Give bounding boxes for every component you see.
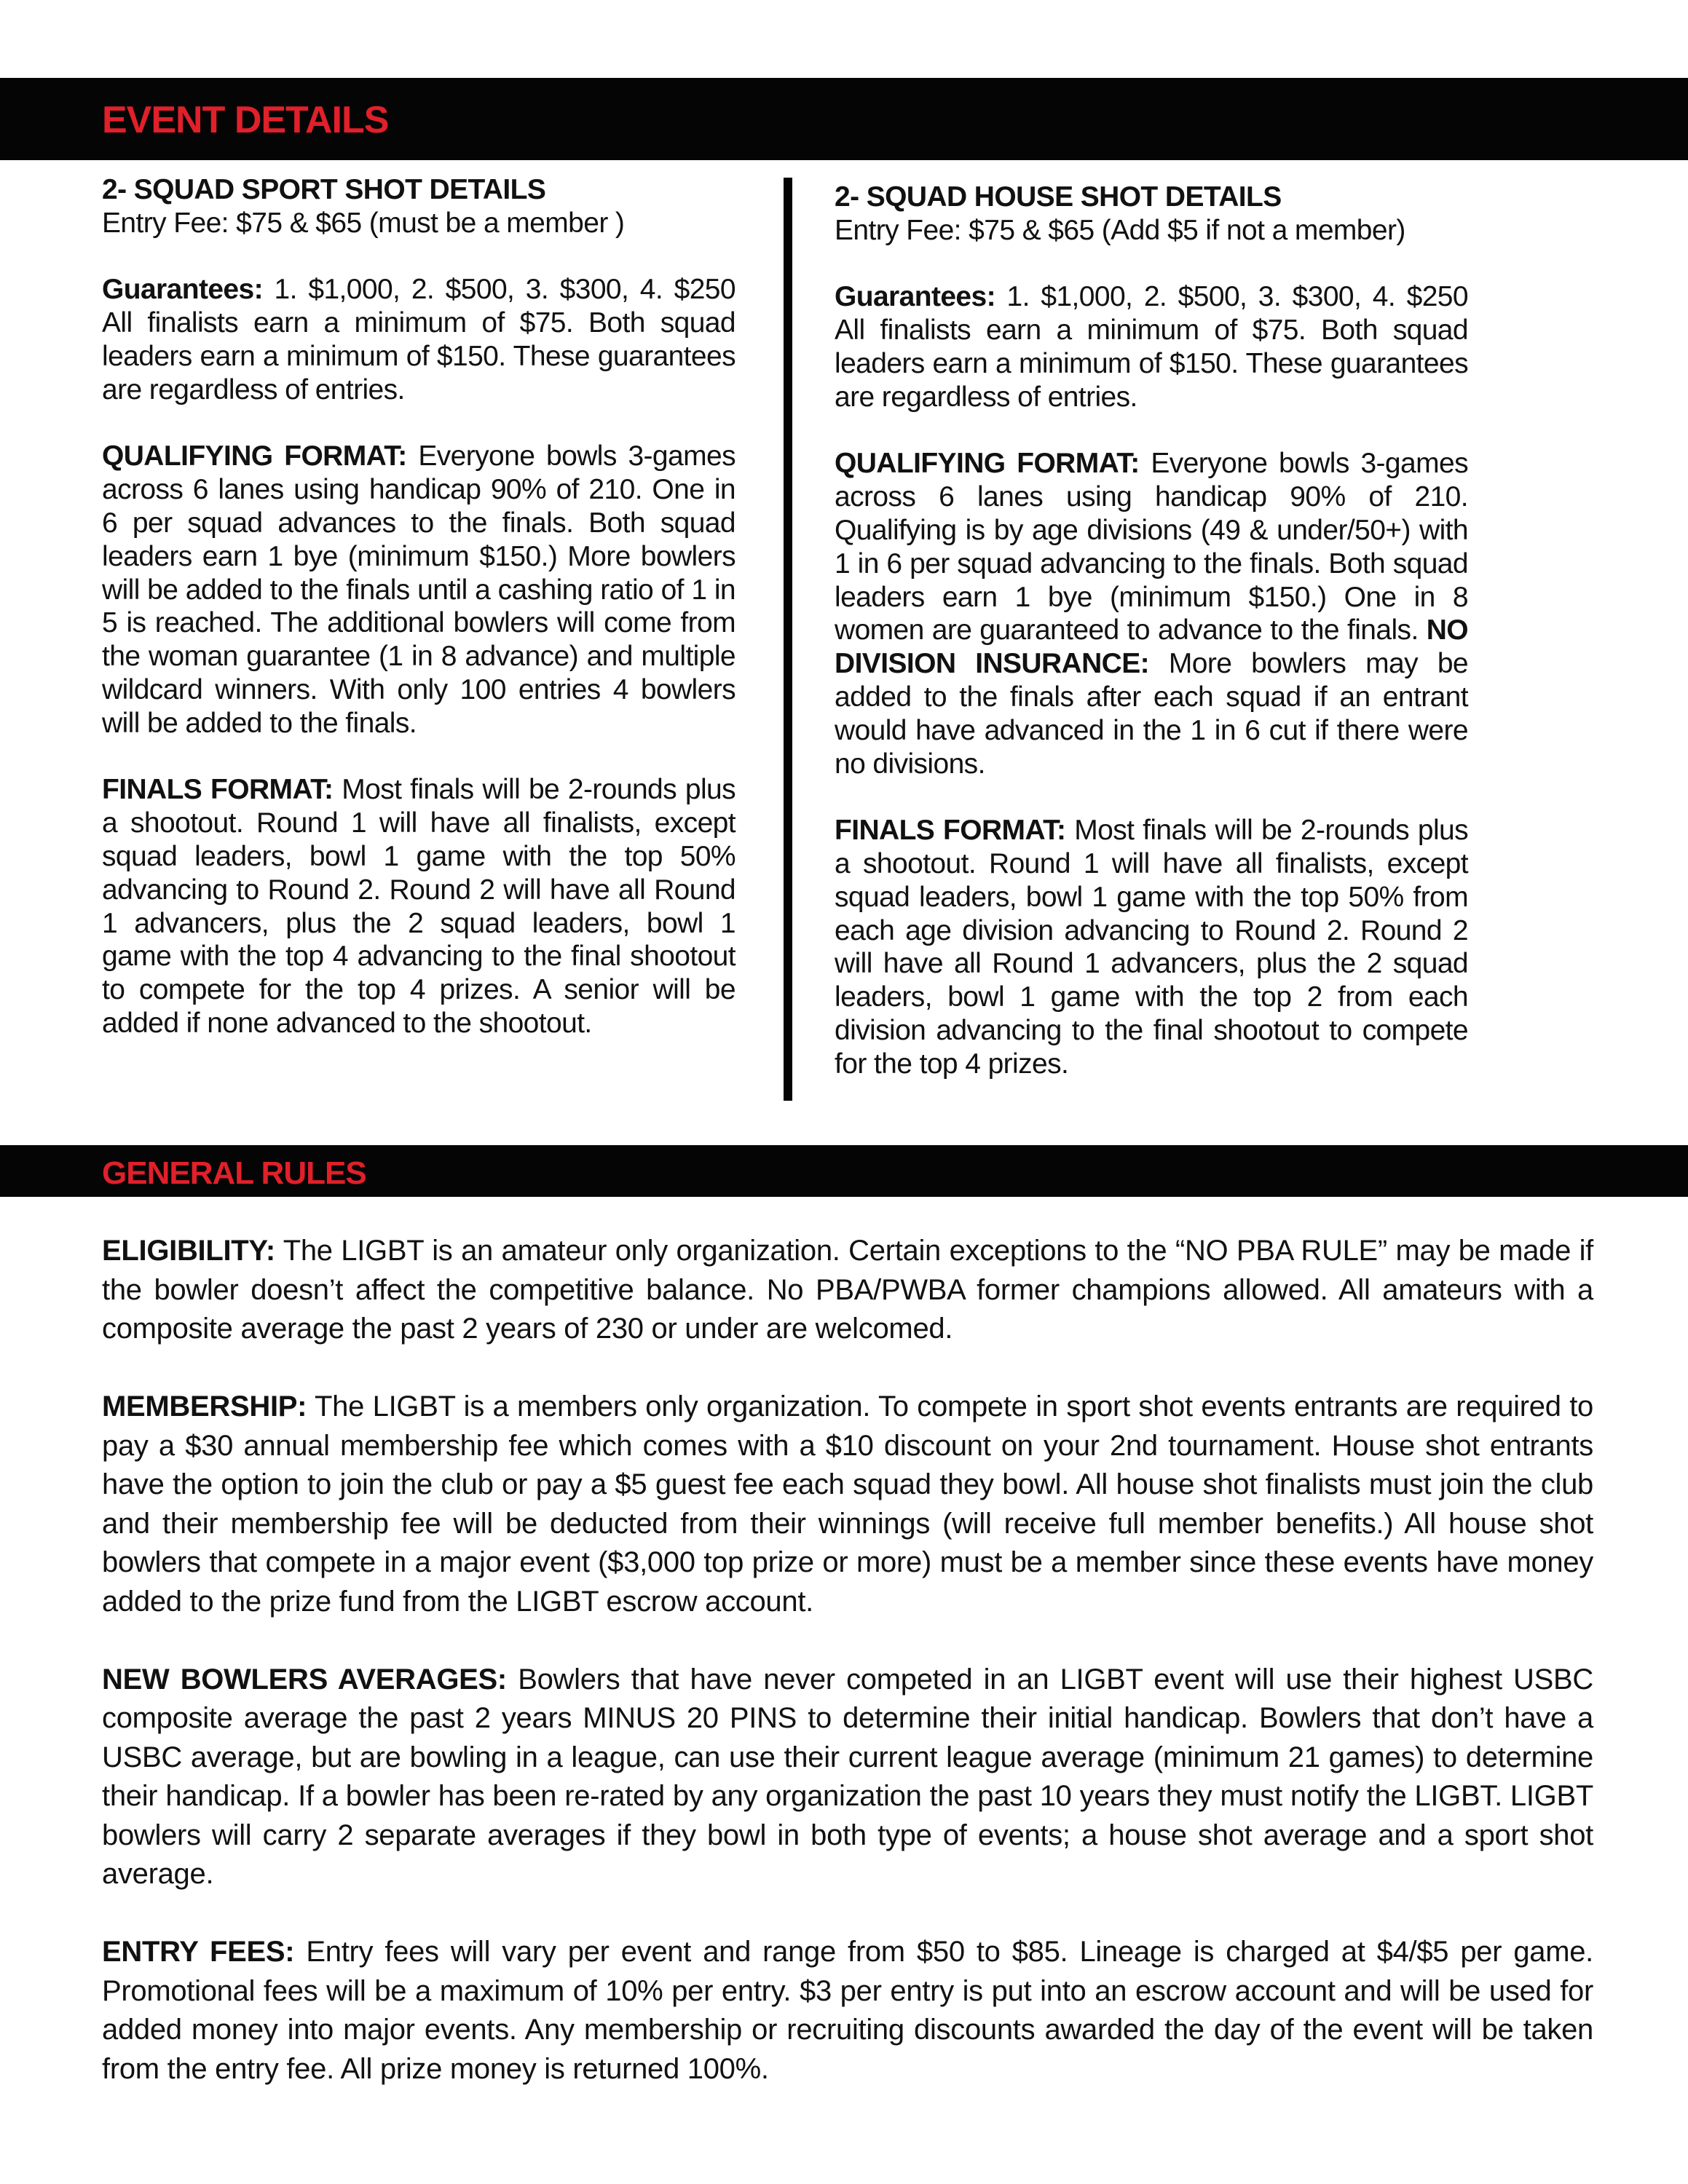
general-rules-body — [102, 1232, 1593, 2128]
sport-shot-finals — [102, 773, 735, 1040]
membership-label: MEMBERSHIP: — [102, 1390, 307, 1423]
finals-text: Most finals will be 2-rounds plus a shootout. Round 1 will have all finalists, except squad leaders, bowl 1 game with the top 50% advancing to Round 2. Round 2 will have all Round 1 advancers, plus the 2 squad leaders, bowl 1 game with the top 4 advancing to the final shootout to compete for the top 4 prizes. A senior will be added if none advanced to the shootout. — [102, 774, 735, 1039]
finals-label: FINALS FORMAT: — [835, 815, 1066, 847]
sport-shot-header — [102, 173, 735, 240]
finals-text: Most finals will be 2-rounds plus a shootout. Round 1 will have all finalists, except squad leaders, bowl 1 game with the top 50% from each age division advancing to Round 2. Round 2 will have all Round 1 advancers, plus the 2 squad leaders, bowl 1 game with the top 2 from each division advancing to the final shootout to compete for the top 4 prizes. — [835, 815, 1468, 1080]
event-details-heading: EVENT DETAILS — [102, 99, 389, 141]
entry-fees-paragraph — [102, 1933, 1593, 2089]
membership-paragraph — [102, 1388, 1593, 1621]
membership-text: The LIGBT is a members only organization. To compete in sport shot events entrants are required to pay a $30 annual membership fee which comes with a $10 discount on your 2nd tournament. House shot entrants have the option to join the club or pay a $5 guest fee each squad they bowl. All house shot finalists must join the club and their membership fee will be deducted from their winnings (will receive full member benefits.) All house shot bowlers that compete in a major event ($3,000 top prize or more) must be a member since these events have money added to the prize fund from the LIGBT escrow account. — [102, 1390, 1593, 1618]
house-shot-title: 2- SQUAD HOUSE SHOT DETAILS — [835, 181, 1282, 213]
insurance-label: NO DIVISION INSURANCE: — [835, 614, 1468, 680]
house-shot-column — [835, 181, 1468, 1114]
general-rules-banner — [0, 1145, 1688, 1197]
guarantees-text: 1. $1,000, 2. $500, 3. $300, 4. $250 All finalists earn a minimum of $75. Both squad leaders earn a minimum of $150. These guarantees are regardless of entries. — [102, 274, 735, 405]
column-divider — [784, 178, 792, 1101]
sport-shot-title: 2- SQUAD SPORT SHOT DETAILS — [102, 174, 546, 205]
eligibility-label: ELIGIBILITY: — [102, 1235, 275, 1267]
house-shot-guarantees — [835, 280, 1468, 414]
sport-shot-column — [102, 173, 735, 1074]
insurance-text: More bowlers may be added to the finals after each squad if an entrant would have advanced in the 1 in 6 cut if there were no divisions. — [835, 648, 1468, 780]
new-bowlers-paragraph — [102, 1661, 1593, 1894]
eligibility-text: The LIGBT is an amateur only organization. Certain exceptions to the “NO PBA RULE” may be made if the bowler doesn’t affect the competitive balance. No PBA/PWBA former champions allowed. All amateurs with a composite average the past 2 years of 230 or under are welcomed. — [102, 1235, 1593, 1345]
event-details-banner — [0, 78, 1688, 160]
qualifying-label: QUALIFYING FORMAT: — [835, 448, 1140, 480]
finals-label: FINALS FORMAT: — [102, 774, 334, 806]
entry-fees-label: ENTRY FEES: — [102, 1936, 295, 1968]
qualifying-text: Everyone bowls 3-games across 6 lanes using handicap 90% of 210. Qualifying is by age divisions (49 & under/50+) with 1 in 6 per squad advancing to the finals. Both squad leaders earn 1 bye (minimum $150.) One in 8 women are guaranteed to advance to the finals. — [835, 448, 1468, 646]
new-bowlers-text: Bowlers that have never competed in an LIGBT event will use their highest USBC composite average the past 2 years MINUS 20 PINS to determine their initial handicap. Bowlers that don’t have a USBC average, but are bowling in a league, can use their current league average (minimum 21 games) to determine their handicap. If a bowler has been re-rated by any organization the past 10 years they must notify the LIGBT. LIGBT bowlers will carry 2 separate averages if they bowl in both type of events; a house shot average and a sport shot average. — [102, 1663, 1593, 1890]
guarantees-text: 1. $1,000, 2. $500, 3. $300, 4. $250 All finalists earn a minimum of $75. Both squad leaders earn a minimum of $150. These guarantees are regardless of entries. — [835, 281, 1468, 413]
sport-shot-entry-fee: Entry Fee: $75 & $65 (must be a member ) — [102, 207, 625, 239]
qualifying-label: QUALIFYING FORMAT: — [102, 440, 407, 472]
qualifying-text: Everyone bowls 3-games across 6 lanes using handicap 90% of 210. One in 6 per squad advances to the finals. Both squad leaders earn 1 bye (minimum $150.) More bowlers will be added to the finals until a cashing ratio of 1 in 5 is reached. The additional bowlers will come from the woman guarantee (1 in 8 advance) and multiple wildcard winners. With only 100 entries 4 bowlers will be added to the finals. — [102, 440, 735, 739]
guarantees-label: Guarantees: — [835, 281, 995, 313]
house-shot-finals — [835, 814, 1468, 1080]
house-shot-qualifying — [835, 447, 1468, 780]
sport-shot-guarantees — [102, 273, 735, 406]
house-shot-header — [835, 181, 1468, 248]
entry-fees-text: Entry fees will vary per event and range from $50 to $85. Lineage is charged at $4/$5 per game. Promotional fees will be a maximum of 10% per entry. $3 per entry is put into an escrow account and will be used for added money into major events. Any membership or recruiting discounts awarded the day of the event will be taken from the entry fee. All prize money is returned 100%. — [102, 1936, 1593, 2085]
general-rules-heading: GENERAL RULES — [102, 1155, 366, 1191]
sport-shot-qualifying — [102, 440, 735, 740]
new-bowlers-label: NEW BOWLERS AVERAGES: — [102, 1663, 507, 1696]
eligibility-paragraph — [102, 1232, 1593, 1349]
guarantees-label: Guarantees: — [102, 274, 263, 306]
house-shot-entry-fee: Entry Fee: $75 & $65 (Add $5 if not a member) — [835, 214, 1405, 246]
